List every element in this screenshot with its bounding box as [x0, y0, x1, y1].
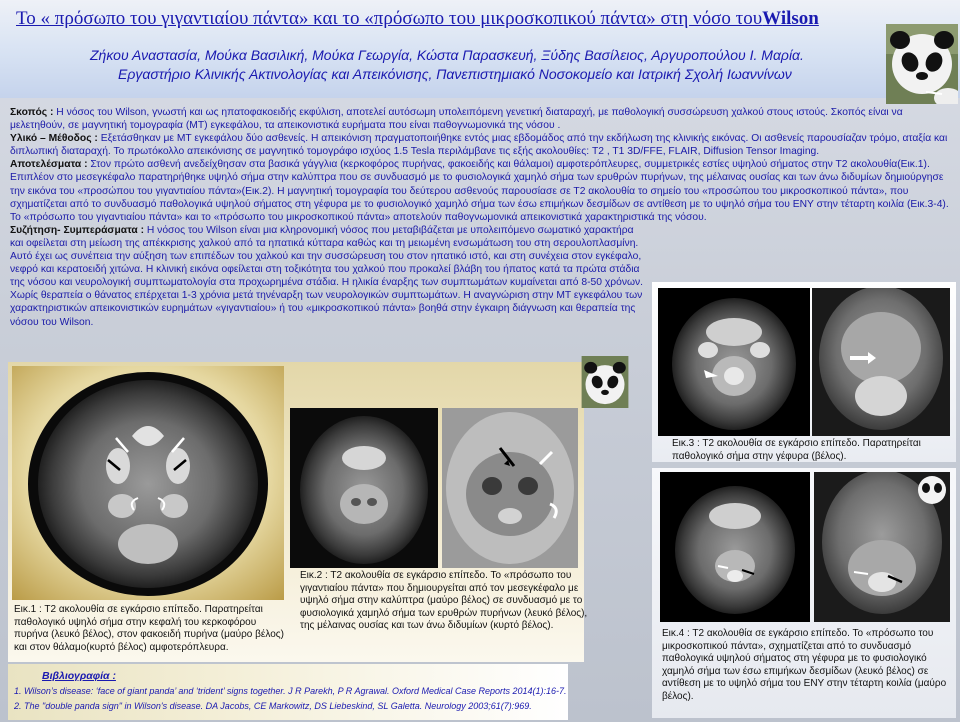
fig2-mri-zoom: [442, 408, 578, 568]
authors-line: Ζήκου Αναστασία, Μούκα Βασιλική, Μούκα Γεωργία, Κώστα Παρασκευή, Ξύδης Βασίλειος, Αργυροπούλου Ι. Μαρία.: [90, 47, 804, 63]
fig4-mri-zoom: [814, 472, 950, 622]
panda-photo-small: [572, 356, 638, 408]
poster-header: [0, 0, 960, 98]
reference-2: 2. The "double panda sign" in Wilson's disease. DA Jacobs, CE Markowitz, DS Liebeskind, SL Galetta. Neurology 2003;61(7):969.: [14, 701, 532, 711]
method-paragraph: Υλικό – Μέθοδος : Εξετάσθηκαν με ΜΤ εγκεφάλου δύο ασθενείς. Η απεικόνιση πραγματοποιήθηκε εντός μιας εβδομάδος από την εκδήλωση της κλινικής εικόνας. Οι ασθενείς παρουσίαζαν τρόμο, αταξία και διπλωπική διαταραχή. Το πρωτόκολλο απεικόνισης σε μαγνητικό τομογράφο ισχύος 1.5 Tesla περιλάμβανε τις εξής ακολουθίες: T2 , T1 3D/FFE, FLAIR, Diffusion Tensor Imaging.: [10, 133, 948, 158]
poster-title: Το « πρόσωπο του γιγαντιαίου πάντα» και το «πρόσωπο του μικροσκοπικού πάντα» στη νόσο τουWilson: [16, 8, 819, 29]
panda-photo: [886, 24, 958, 104]
reference-1: 1. Wilson’s disease: ‘face of giant panda’ and ‘trident’ signs together. J R Parekh, P R Agrawal. Oxford Medical Case Reports 2014(1):16-7.: [14, 686, 567, 696]
fig2-mri-axial: [290, 408, 438, 568]
bibliography-title: Βιβλιογραφία :: [42, 670, 116, 682]
fig3-mri-axial: [658, 288, 810, 436]
discussion-paragraph: Συζήτηση- Συμπεράσματα : Η νόσος του Wilson είναι μια κληρονομική νόσος που μεταβιβάζεται με υπολειπόμενο σωματικό χαρακτήρα και οφείλεται στη μείωση της απέκκρισης χαλκού από τα ηπατικά κύτταρα καθώς και τη μειωμένη ενσωμάτωση του στη σερουλοπλασμίνη. Αυτό έχει ως συνέπεια την αύξηση των επιπέδων του χαλκού και την συσσώρευση του στον ηπατικό ιστό, και στη συνέχεια στον εγκέφαλο, νεφρό και κερατοειδή χιτώνα. Η κλινική εικόνα οφείλεται στη τοξικότητα του χαλκού που προκαλεί βλάβη του ήπατος κατά τα πρώτα στάδια της νόσου και νευρολογική συμπτωματολογία στα προχωρημένα στάδια. Η ηλικία έναρξης των συμπτωμάτων κυμαίνεται από 8-50 χρόνων. Χωρίς θεραπεία ο θάνατος επέρχεται 1-3 χρόνια μετά τηνέναρξη των νευρολογικών συμπτωμάτων. Η αναγνώριση στην ΜΤ εγκεφάλου των χαρακτηριστικών απεικονιστικών ευρημάτων «γιγαντιαίου» ή του «μικροσκοπικού πάντα» βοηθά στην έγκαιρη διάγνωση και θεραπεία της νόσου του Wilson.: [10, 224, 644, 328]
fig3-caption: Εικ.3 : Τ2 ακολουθία σε εγκάρσιο επίπεδο. Παρατηρείται παθολογικό σήμα στην γέφυρα (βέλος).: [672, 438, 921, 462]
fig4-caption: Εικ.4 : Τ2 ακολουθία σε εγκάρσιο επίπεδο. Το «πρόσωπο του μικροσκοπικού πάντα», σχηματίζεται από το συνδυασμό παθολογικά υψηλού σήματος στη γέφυρα με το φυσιολογικό χαμηλό σήμα των έσω επιμήκων δεσμίδων (λευκό βέλος) σε αντίθεση με το υψηλό σήμα του ΕΝΥ στην τέταρτη κοιλία (μαύρο βέλος).: [662, 628, 947, 702]
fig3-mri-zoom: [812, 288, 950, 436]
fig4-mri-axial: [660, 472, 810, 622]
aim-paragraph: Σκοπός : Η νόσος του Wilson, γνωστή και ως ηπατοφακοειδής εκφύλιση, αποτελεί αυτόσωμη υπολειπόμενη γενετική διαταραχή, με παθολογική συσσώρευση χαλκού στους ιστούς. Σκοπός είναι να μελετηθούν, σε μαγνητική τομογραφία (ΜΤ) εγκεφάλου, τα απεικονιστικά ευρήματα που είναι παθογνωμονικά της νόσου .: [10, 107, 903, 132]
affiliation-line: Εργαστήριο Κλινικής Ακτινολογίας και Απεικόνισης, Πανεπιστημιακό Νοσοκομείο και Ιατρική Σχολή Ιωαννίνων: [118, 66, 792, 82]
bibliography-box: [8, 664, 568, 720]
results-paragraph: Αποτελέσματα : Στον πρώτο ασθενή ανεδείχθησαν στα βασικά γάγγλια (κερκοφόρος πυρήνας, φακοειδής και θάλαμοι) αμφοτερόπλευρες, συμμετρικές εστίες υψηλού σήματος στην Τ2 ακολουθία(Εικ.1). Επιπλέον στο μεσεγκέφαλο παρατηρήθηκε υψηλό σήμα στην καλύπτρα που σε συνδυασμό με το φυσιολογικά χαμηλό σήμα των ερυθρών πυρήνων, της μέλαινας ουσίας και των άνω διδυμίων δημιούργησε την εικόνα του «προσώπου του γιγαντιαίου πάντα»(Εικ.2). Η μαγνητική τομογραφία του δεύτερου ασθενούς παρουσίασε σε Τ2 ακολουθία το σημείο του «προσώπου του μικροσκοπικού πάντα», που σχηματίζεται από το συνδυασμό παθολογικά υψηλού σήματος στη γέφυρα με το φυσιολογικό χαμηλό σήμα των έσω επιμήκων δεσμίδων σε αντίθεση με το υψηλό σήμα του ΕΝΥ στην τέταρτη κοιλία (Εικ.3-4). Το «πρόσωπο του γιγαντιαίου πάντα» και το «πρόσωπο του μικροσκοπικού πάντα» αποτελούν παθογνωμονικά απεικονιστικά χαρακτηριστικά της νόσου.: [10, 159, 949, 223]
fig1-mri-axial: [12, 366, 284, 600]
fig2-caption: Εικ.2 : Τ2 ακολουθία σε εγκάρσιο επίπεδο. Το «πρόσωπο του γιγαντιαίου πάντα» που δημιουργείται από τον μεσεγκέφαλο με υψηλό σήμα στην καλύπτρα (μαύρο βέλος) σε συνδυασμό με το φυσιολογικά χαμηλό σήμα των ερυθρών πυρήνων (λευκό βέλος), της μέλαινας ουσίας και των άνω διδυμίων (κυρτό βέλος).: [300, 570, 588, 632]
fig1-caption: Εικ.1 : Τ2 ακολουθία σε εγκάρσιο επίπεδο. Παρατηρείται παθολογικό υψηλό σήμα στην κεφαλή του κερκοφόρου πυρήνα (λευκό βέλος), στον φακοειδή πυρήνα (μαύρο βέλος) και στον θάλαμο(κυρτό βέλος) αμφοτερόπλευρα.: [14, 604, 284, 653]
